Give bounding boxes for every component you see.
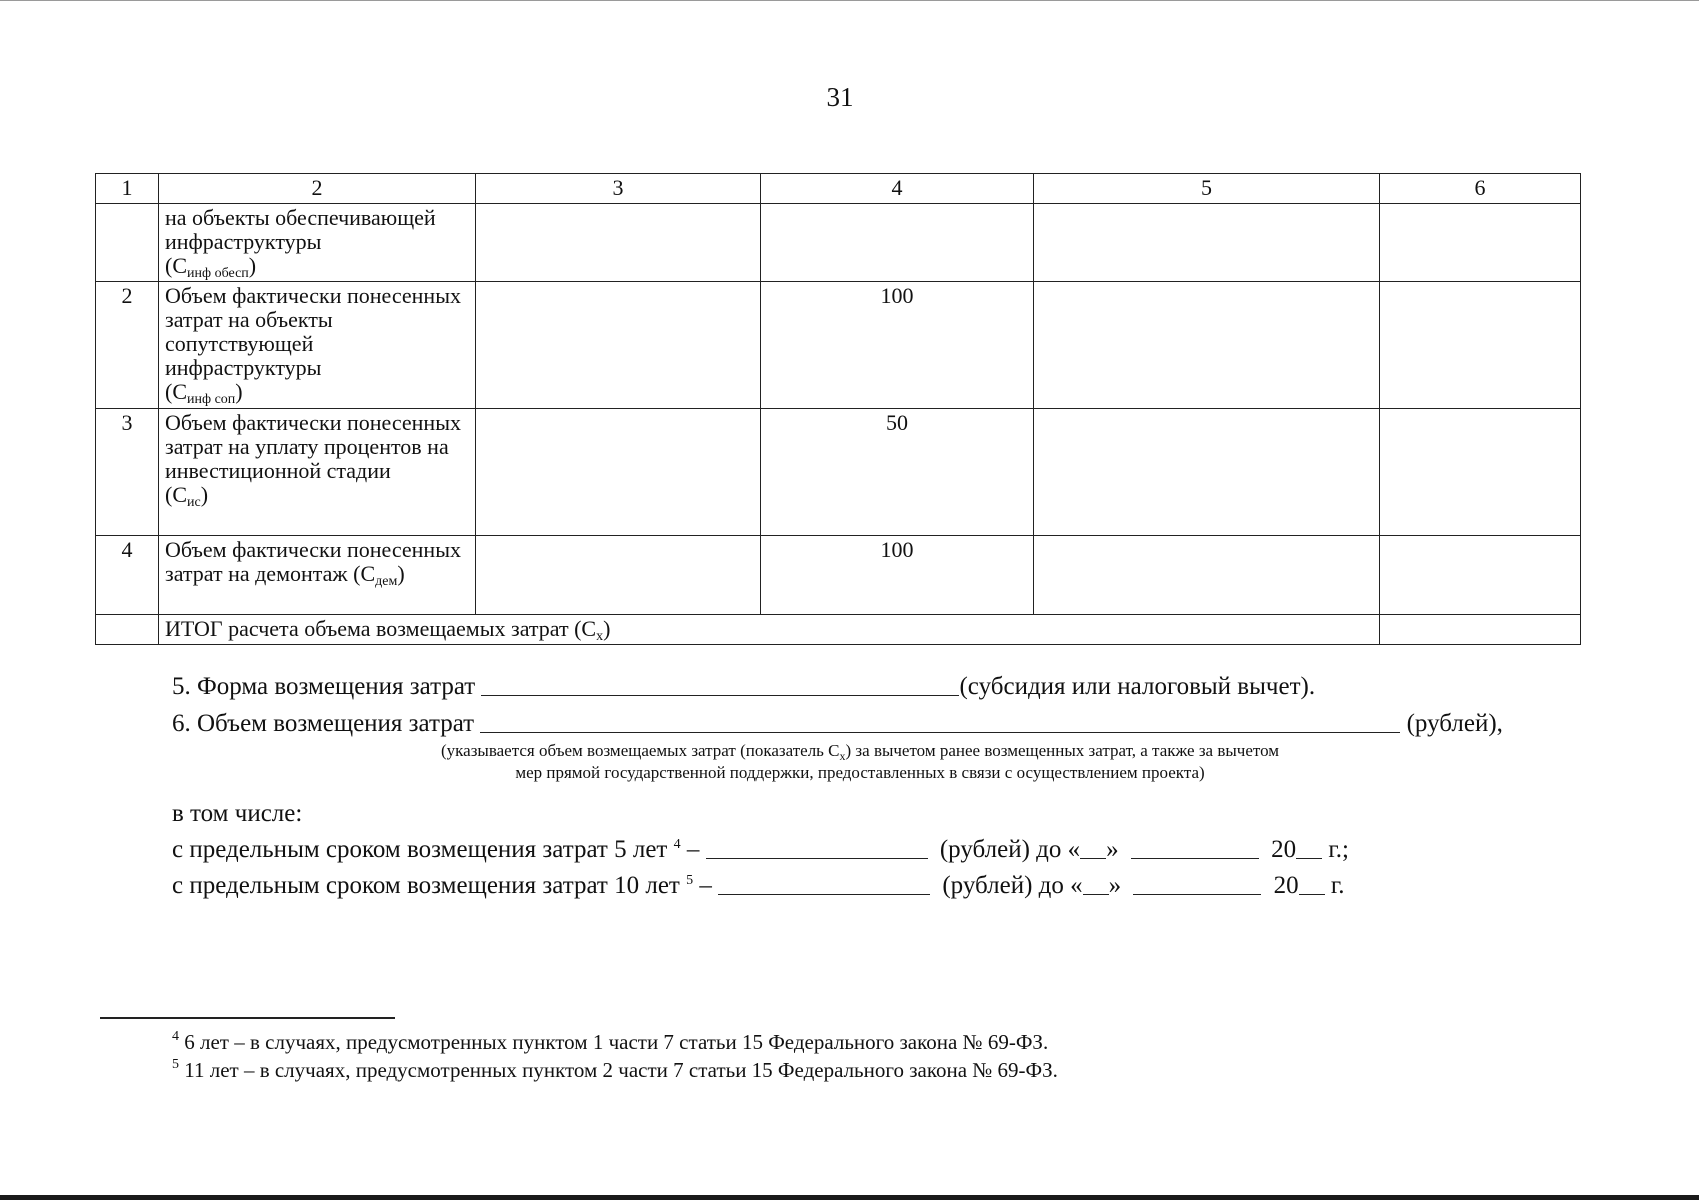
limit10-amount-field[interactable] xyxy=(718,872,930,895)
limit5-month-field[interactable] xyxy=(1131,836,1259,859)
item6-unit: (рублей), xyxy=(1406,710,1503,737)
total-label-text: ИТОГ расчета объема возмещаемых затрат (С xyxy=(165,616,597,641)
limit5-day-field[interactable] xyxy=(1080,836,1106,859)
row-name-text: Объем фактически понесенных затрат на объекты сопутствующей инфраструктуры xyxy=(165,283,461,380)
including-label: в том числе: xyxy=(172,800,303,827)
footnote-4 xyxy=(172,1030,1048,1055)
row-symbol-close: ) xyxy=(248,253,257,278)
limit10-label: с предельным сроком возмещения затрат 10 лет xyxy=(172,872,680,899)
total-label-sub: х xyxy=(596,629,604,644)
item6-note-line-1 xyxy=(330,741,1390,761)
row-symbol-sub: дем xyxy=(375,574,398,589)
item5-blank-field[interactable] xyxy=(481,673,959,696)
table-header-row xyxy=(96,174,1581,204)
page-edge-bottom xyxy=(0,1195,1699,1200)
limit5-amount-field[interactable] xyxy=(706,836,928,859)
table-row xyxy=(96,282,1581,409)
limit10-month-field[interactable] xyxy=(1133,872,1261,895)
row-name: Объем фактически понесенных затрат на уплату процентов на инвестиционной стадии $(С_{ис})$ xyxy=(159,409,476,536)
row-name: на объекты обеспечивающей инфраструктуры $(С_{инф обесп})$ xyxy=(159,204,476,282)
page-edge-top xyxy=(0,0,1699,1)
year-prefix: 20 xyxy=(1273,872,1299,899)
rub-until: (рублей) до « xyxy=(939,836,1081,863)
footnote-marker: 4 xyxy=(172,1029,179,1044)
item6-note-line-2: мер прямой государственной поддержки, предоставленных в связи с осуществлением проекта) xyxy=(515,763,1205,782)
cost-table xyxy=(95,173,1581,645)
quote-close: » xyxy=(1108,872,1122,899)
note-text-end: ) за вычетом ранее возмещенных затрат, а также за вычетом xyxy=(845,741,1280,760)
limit10-day-field[interactable] xyxy=(1083,872,1109,895)
header-cell: 5 xyxy=(1034,174,1380,204)
total-label-close: ) xyxy=(603,616,611,641)
table-cell xyxy=(1380,536,1581,615)
limit-10-line xyxy=(172,872,1345,900)
row-symbol-close: ) xyxy=(235,379,243,404)
table-cell xyxy=(476,536,761,615)
table-cell: 50 xyxy=(761,409,1034,536)
row-number: 3 xyxy=(96,409,159,536)
row-number xyxy=(96,204,159,282)
limit5-year-field[interactable] xyxy=(1296,836,1322,859)
note-text: (указывается объем возмещаемых затрат (показатель С xyxy=(440,741,840,760)
table-cell xyxy=(1380,409,1581,536)
table-total-row xyxy=(96,615,1581,645)
row-name-text: Объем фактически понесенных затрат на демонтаж xyxy=(165,537,461,586)
dash: – xyxy=(686,836,700,863)
footnote-marker: 5 xyxy=(172,1057,179,1072)
table-cell xyxy=(1034,409,1380,536)
row-symbol-close: ) xyxy=(397,561,405,586)
row-symbol: С xyxy=(172,379,188,404)
table-cell xyxy=(1034,536,1380,615)
table-cell xyxy=(476,282,761,409)
row-name xyxy=(159,536,476,615)
form-item-5 xyxy=(172,673,1315,701)
header-cell: 3 xyxy=(476,174,761,204)
row-symbol-sub: инф обесп xyxy=(187,266,249,281)
total-value-cell xyxy=(1380,615,1581,645)
row-number: 4 xyxy=(96,536,159,615)
footnote-ref: 4 xyxy=(673,837,681,852)
table-cell xyxy=(476,409,761,536)
table-cell xyxy=(761,204,1034,282)
year-prefix: 20 xyxy=(1271,836,1297,863)
footnote-5 xyxy=(172,1058,1058,1083)
row-symbol-sub: ис xyxy=(187,495,201,510)
footnote-text: 6 лет – в случаях, предусмотренных пунктом 1 части 7 статьи 15 Федерального закона № 69-ФЗ. xyxy=(184,1030,1049,1054)
item6-blank-field[interactable] xyxy=(480,710,1400,733)
header-cell: 1 xyxy=(96,174,159,204)
row-name-text: Объем фактически понесенных затрат на уплату процентов на инвестиционной стадии xyxy=(165,410,461,483)
limit10-year-field[interactable] xyxy=(1299,872,1325,895)
rub-until: (рублей) до « xyxy=(942,872,1083,899)
table-cell xyxy=(476,204,761,282)
year-suffix: г. xyxy=(1330,872,1345,899)
footnote-separator xyxy=(100,1017,395,1019)
table-cell xyxy=(1034,282,1380,409)
table-row xyxy=(96,204,1581,282)
limit5-label: с предельным сроком возмещения затрат 5 лет xyxy=(172,836,668,863)
item5-label: 5. Форма возмещения затрат xyxy=(172,673,476,700)
note-sub: х xyxy=(839,749,846,763)
footnote-text: 11 лет – в случаях, предусмотренных пунктом 2 части 7 статьи 15 Федерального закона № 69-ФЗ. xyxy=(184,1058,1058,1082)
row-number: 2 xyxy=(96,282,159,409)
table-cell: 100 xyxy=(761,536,1034,615)
item5-hint: (субсидия или налоговый вычет). xyxy=(959,673,1316,700)
footnote-ref: 5 xyxy=(686,873,694,888)
table-cell xyxy=(96,615,159,645)
year-suffix: г.; xyxy=(1328,836,1350,863)
table-cell xyxy=(1380,282,1581,409)
quote-close: » xyxy=(1106,836,1119,863)
header-cell: 2 xyxy=(159,174,476,204)
table-row xyxy=(96,536,1581,615)
form-item-6 xyxy=(172,710,1503,738)
item6-label: 6. Объем возмещения затрат xyxy=(172,710,475,737)
table-row xyxy=(96,409,1581,536)
page-number: 31 xyxy=(826,82,854,112)
dash: – xyxy=(699,872,712,899)
limit-5-line xyxy=(172,836,1349,864)
table-cell xyxy=(1034,204,1380,282)
row-symbol: (С xyxy=(353,561,376,586)
row-name: Объем фактически понесенных затрат на объекты сопутствующей инфраструктуры $(С_{инф соп})$ xyxy=(159,282,476,409)
row-symbol: С xyxy=(172,253,188,278)
header-cell: 4 xyxy=(761,174,1034,204)
row-symbol-sub: инф соп xyxy=(187,392,236,407)
table-cell xyxy=(1380,204,1581,282)
row-symbol: С xyxy=(172,482,188,507)
table-cell: 100 xyxy=(761,282,1034,409)
row-name-text: на объекты обеспечивающей инфраструктуры xyxy=(165,205,436,254)
total-label xyxy=(159,615,1380,645)
row-symbol-close: ) xyxy=(200,482,209,507)
header-cell: 6 xyxy=(1380,174,1581,204)
